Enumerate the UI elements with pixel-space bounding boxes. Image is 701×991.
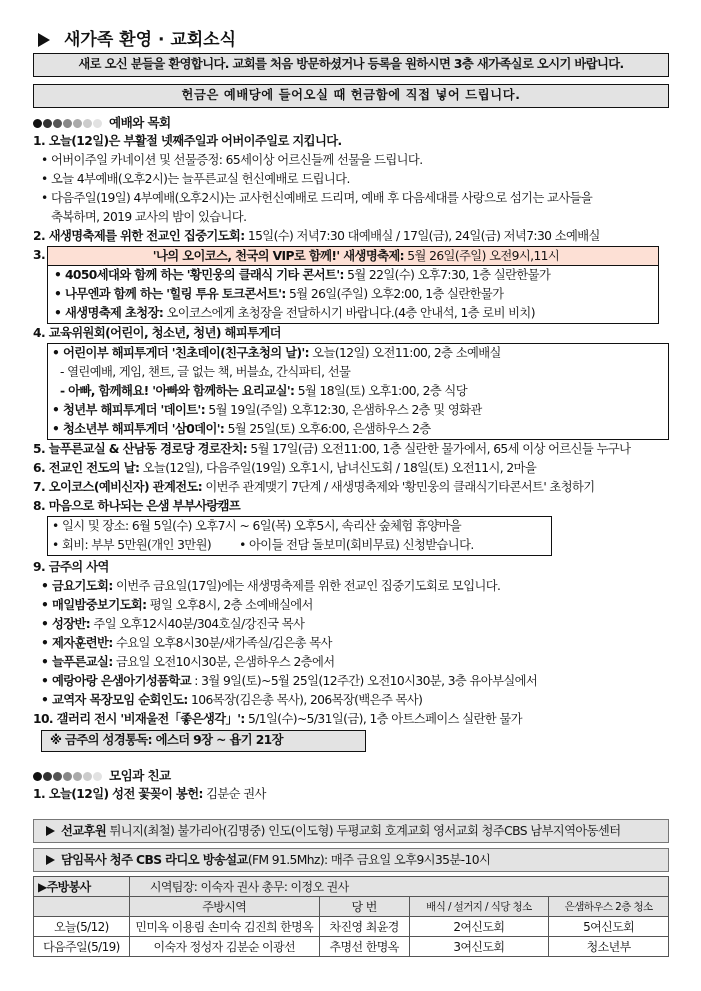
kitchen-service-table [33,876,669,957]
festival-box [47,246,659,324]
festival-title: '나의 오이코스, 천국의 VIP로 함께!' 새생명축제: 5월 26일(주일) 오전9시,11시 [48,247,658,266]
news-item-9: 9. 금주의 사역 [33,560,109,574]
kitchen-title-row [34,877,669,897]
news-item-8: 8. 마음으로 하나되는 은샘 부부사랑캠프 [33,499,241,513]
happy-subitem: - 열린예배, 게임, 챈트, 글 없는 책, 버블쇼, 간식파티, 선물 [60,365,351,379]
news-subitem: • 오늘 4부예배(오후2시)는 늘푸른교실 헌신예배로 드립니다. [41,172,350,186]
section-header-fellowship: 모임과 친교 [33,766,669,785]
news-item-3: 3. '나의 오이코스, 천국의 VIP로 함께!' 새생명축제: 5월 26일(주일) 오전9시,11시 • 4050세대와 함께 하는 '황민웅의 클래식 기타 콘서트': 5월 22일(수) 오후7:30, 1층 실란한물가 • 나무엔과 함께 하는 '힐링 투유 토크콘서트': 5월 26일(주일) 오후2:00, 1층 실란한물가 • 새생명축제 초청장: 오이코스에게 초청장을 전달하시기 바랍니다.(4층 안내석, 1층 로비 비치) [33,246,669,324]
festival-subitem: • 새생명축제 초청장: 오이코스에게 초청장을 전달하시기 바랍니다.(4층 안내석, 1층 로비 비치) [54,306,535,320]
dots-icon [33,114,103,133]
page-title [33,28,669,52]
news-item-2: 2. 새생명축제를 위한 전교인 집중기도회: 15일(수) 저녁7:30 대예배실 / 17일(금), 24일(금) 저녁7:30 소예배실 [33,229,600,243]
camp-subitem: • 일시 및 장소: 6월 5일(수) 오후7시 ~ 6일(목) 오후5시, 속리산 숲체험 휴양마을 [52,519,462,533]
camp-box [47,516,552,556]
table-header-row: 주방시역 당 번 배식 / 설거지 / 식당 청소 은샘하우스 2층 청소 [34,897,669,917]
ministry-item: • 늘푸른교실: 금요일 오전10시30분, 은샘하우스 2층에서 [41,655,335,669]
news-item-1: 1. 오늘(12일)은 부활절 넷째주일과 어버이주일로 지킵니다. [33,134,342,148]
kitchen-label: ▶주방봉사 [34,877,130,897]
news-subitem: • 다음주일(19일) 4부예배(오후2시)는 교사헌신예배로 드리며, 예배 후 다음세대를 사랑으로 섬기는 교사들을 [41,191,593,205]
triangle-icon [46,855,55,865]
kitchen-leaders: 시역팀장: 이숙자 권사 총무: 이정오 권사 [129,877,668,897]
fellowship-item-1: 1. 오늘(12일) 성전 꽃꽂이 봉헌: 김분순 권사 [33,787,266,801]
bulletin-page [33,28,669,957]
news-subitem: • 어버이주일 카네이션 및 선물증정: 65세이상 어르신들께 선물을 드립니다. [41,153,423,167]
happy-together-box [47,343,669,440]
section-header-worship: 예배와 목회 [33,113,669,132]
table-row: 오늘(5/12) 민미옥 이용림 손미숙 김진희 한명옥 차진영 최윤경 2여신도회 5여신도회 [34,917,669,937]
news-item-4: 4. 교육위원회(어린이, 청소년, 청년) 해피투게더 [33,326,281,340]
ministry-item: • 예랑아랑 은샘아기성품학교 : 3월 9일(토)~5월 25일(12주간) 오전10시30분, 3층 유아부실에서 [41,674,538,688]
festival-subitem: • 나무엔과 함께 하는 '힐링 투유 토크콘서트': 5월 26일(주일) 오후2:00, 1층 실란한물가 [54,287,504,301]
ministry-item: • 제자훈련반: 수요일 오후8시30분/새가족실/김은총 목사 [41,636,332,650]
news-item-7: 7. 오이코스(예비신자) 관계전도: 이번주 관계맺기 7단계 / 새생명축제와 '황민웅의 클래식기타콘서트' 초청하기 [33,480,595,494]
news-item-10: 10. 갤러리 전시 '비재울전「좋은생각」': 5/1일(수)~5/31일(금), 1층 아트스페이스 실란한 물가 [33,712,522,726]
happy-subitem: • 청년부 해피투게더 '데이트': 5월 19일(주일) 오후12:30, 은샘하우스 2층 및 영화관 [52,403,482,417]
festival-subitem: • 4050세대와 함께 하는 '황민웅의 클래식 기타 콘서트': 5월 22일(수) 오후7:30, 1층 실란한물가 [54,268,551,282]
news-item-5: 5. 늘푸른교실 & 산남동 경로당 경로잔치: 5월 17일(금) 오전11:00, 1층 실란한 물가에서, 65세 이상 어르신들 누구나 [33,442,631,456]
camp-subitem: • 회비: 부부 5만원(개인 3만원) • 아이들 전담 돌보미(회비무료) 신청받습니다. [52,538,474,552]
happy-subitem: • 어린이부 해피투게더 '친초데이(친구초청의 날)': 오늘(12일) 오전11:00, 2층 소예배실 [52,346,501,360]
news-subitem: 축복하며, 2019 교사의 밤이 있습니다. [51,210,247,224]
ministry-item: • 매일밤중보기도회: 평일 오후8시, 2층 소예배실에서 [41,598,313,612]
bible-reading-box: ※ 금주의 성경통독: 에스더 9장 ~ 욥기 21장 [41,730,366,752]
ministry-item: • 금요기도회: 이번주 금요일(17일)에는 새생명축제를 위한 전교인 집중기도회로 모입니다. [41,579,501,593]
radio-sermon-bar: 담임목사 청주 CBS 라디오 방송설교(FM 91.5Mhz): 매주 금요일 오후9시35분-10시 [33,848,669,872]
triangle-icon [38,33,50,47]
ministry-item: • 교역자 목장모임 순회인도: 106목장(김은총 목사), 206목장(백은주 목사) [41,693,423,707]
dots-icon [33,767,103,786]
triangle-icon [46,826,55,836]
welcome-banner: 새로 오신 분들을 환영합니다. 교회를 처음 방문하셨거나 등록을 원하시면 3층 새가족실로 오시기 바랍니다. [33,53,669,77]
table-row: 다음주일(5/19) 이숙자 정성자 김분순 이광선 추명선 한명옥 3여신도회 청소년부 [34,937,669,957]
news-item-6: 6. 전교인 전도의 날: 오늘(12일), 다음주일(19일) 오후1시, 남녀신도회 / 18일(토) 오전11시, 2마을 [33,461,537,475]
ministry-item: • 성장반: 주일 오후12시40분/304호실/강진국 목사 [41,617,305,631]
offering-banner: 헌금은 예배당에 들어오실 때 헌금함에 직접 넣어 드립니다. [33,84,669,108]
happy-subitem: • 청소년부 해피투게더 '삼0데이': 5월 25일(토) 오후6:00, 은샘하우스 2층 [52,422,431,436]
happy-subitem: - 아빠, 함께해요! '아빠와 함께하는 요리교실': 5월 18일(토) 오후1:00, 2층 식당 [60,384,467,398]
mission-support-bar: 선교후원 튀니지(최철) 불가리아(김명중) 인도(이도형) 두평교회 호계교회 영서교회 청주CBS 남부지역아동센터 [33,819,669,843]
title-text: 새가족 환영 · 교회소식 [64,30,237,50]
